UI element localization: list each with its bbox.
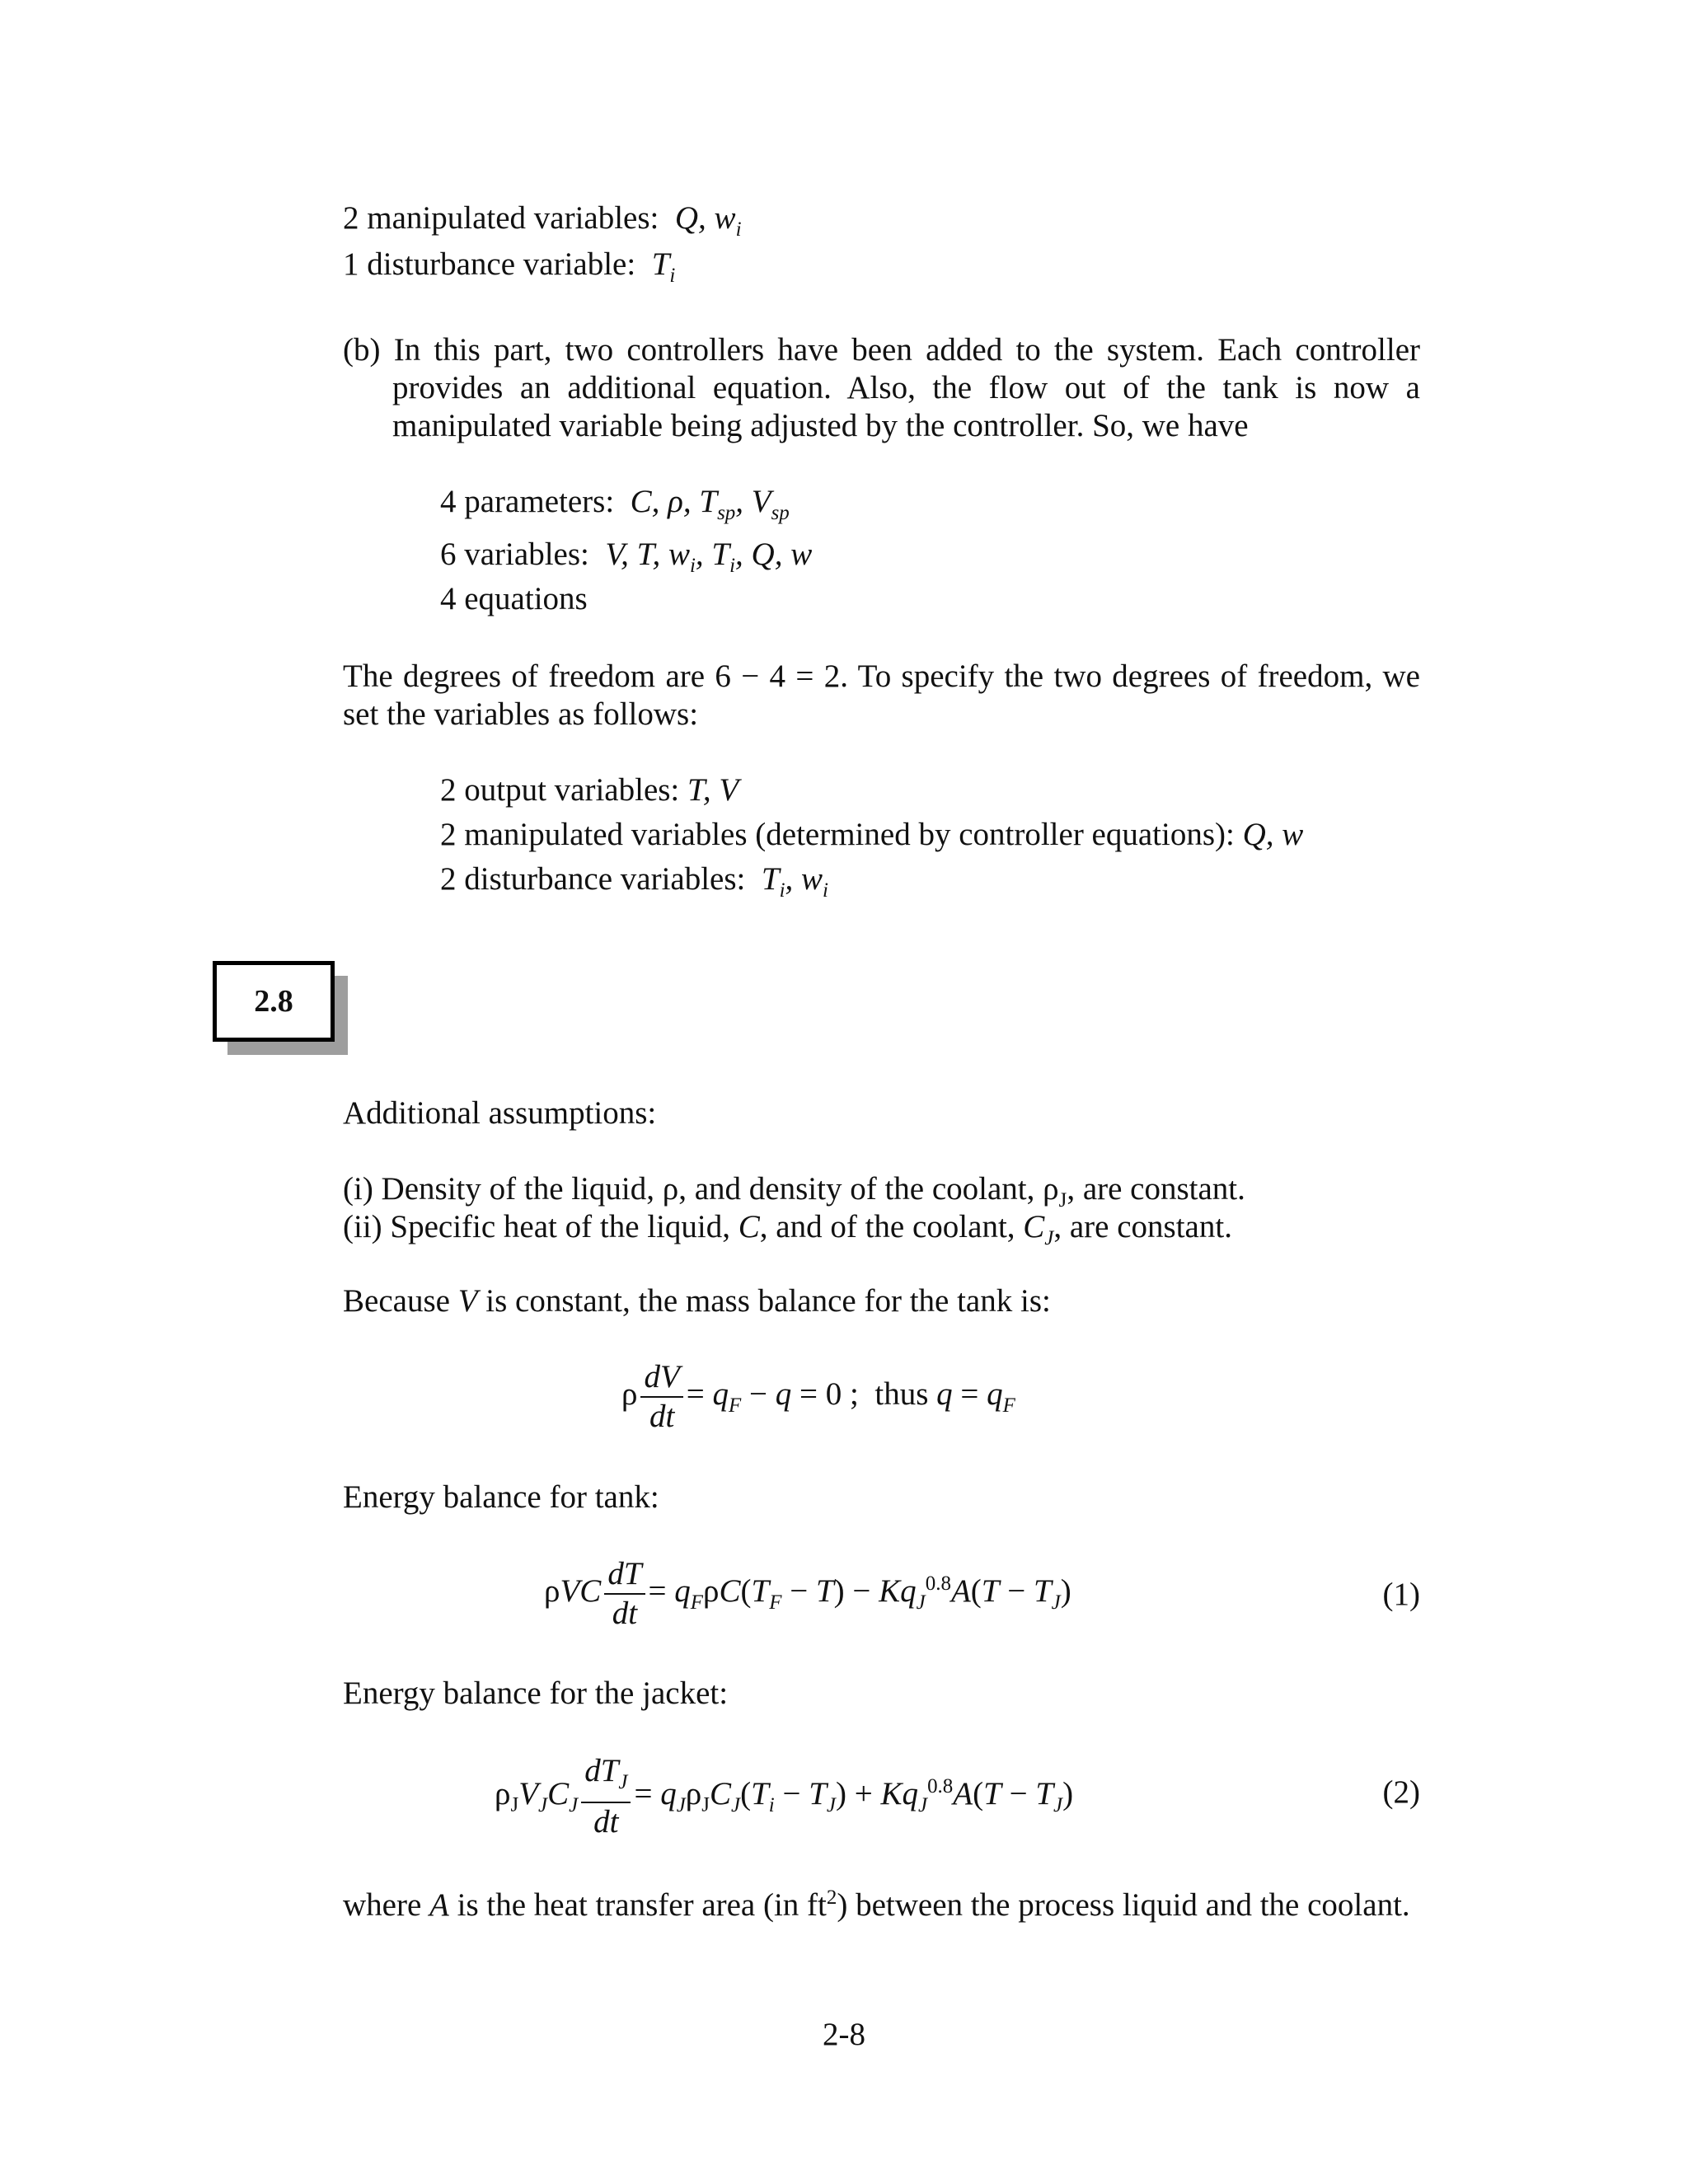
energy-tank-heading: Energy balance for tank: (343, 1479, 659, 1515)
variables-prefix: 6 variables: (440, 537, 589, 572)
dof-text-end: . To specify the two degrees of freedom, we set the variables as follows: (343, 658, 1420, 732)
equation-number-1: (1) (1382, 1577, 1420, 1612)
dof-paragraph (343, 658, 1420, 733)
disturbance-variable-line: 1 disturbance variable: $T_i$ (343, 246, 676, 287)
closing-sup: 2 (826, 1886, 837, 1909)
assumption-1: (i) Density of the liquid, ρ, and density of the coolant, $\rho_J$, are constant. (343, 1171, 1245, 1212)
parameters-line: 4 parameters: C, ρ, $T_{sp}$, $V_{sp}$ (440, 484, 790, 524)
manipulated-controller-vars: Q, w (1242, 817, 1304, 852)
dof-text-start: The degrees of freedom are (343, 658, 706, 694)
manipulated-controller-line (440, 816, 1303, 854)
disturbance-variables-line: 2 disturbance variables: $T_i$, $w_i$ (440, 861, 828, 902)
assumption-2: (ii) Specific heat of the liquid, C, and of the coolant, $C_J$, are constant. (343, 1209, 1232, 1249)
output-variables-line (440, 771, 738, 809)
output-vars: T, V (687, 772, 739, 808)
parameters-prefix: 4 parameters: (440, 484, 615, 519)
energy-jacket-equation: $\rho_JV_JC_J$ $\frac{dT_J}{dt}$ = $q_J\rho_JC_J(T_i - T_J) + Kq_J^{0.8}A(T - T_J)$ (495, 1753, 1074, 1840)
closing-a: where (343, 1887, 422, 1923)
energy-jacket-heading: Energy balance for the jacket: (343, 1675, 729, 1711)
output-prefix: 2 output variables: (440, 772, 680, 808)
mass-intro-a: Because (343, 1283, 450, 1319)
closing-c: ) between the process liquid and the coolant. (837, 1887, 1410, 1923)
part-b-paragraph: (b) In this part, two controllers have been added to the system. Each controller provides an additional equation. Also, the flow out of the tank is now a manipulated variable being adjusted by the controller. So, we have (343, 332, 1420, 443)
assumptions-heading: Additional assumptions: (343, 1095, 657, 1131)
mass-balance-equation: ρ $\frac{dV}{dt}$ = $q_F - q = 0$ ; thus $q = q_F$ (621, 1359, 1015, 1434)
closing-b: is the heat transfer area (in ft (457, 1887, 827, 1923)
energy-tank-equation: ρVC $\frac{dT}{dt}$ = $q_F\rho C(T_F - T) - Kq_J^{0.8}A(T - T_J)$ (544, 1556, 1071, 1631)
disturbance-prefix: 1 disturbance variable: (343, 246, 636, 282)
closing-var: A (429, 1887, 449, 1923)
section-badge (213, 961, 333, 1040)
mass-balance-intro (343, 1282, 1051, 1320)
mass-thus: thus (874, 1376, 929, 1412)
manipulated-prefix: 2 manipulated variables: (343, 200, 659, 236)
mass-intro-var: V (457, 1283, 478, 1319)
equation-number-2: (2) (1382, 1774, 1420, 1810)
manipulated-controller-prefix: 2 manipulated variables (determined by controller equations): (440, 817, 1235, 852)
equations-line: 4 equations (440, 581, 588, 616)
manipulated-variables-line: 2 manipulated variables: Q, $w_i$ (343, 200, 742, 241)
variables-line: 6 variables: V, T, $w_i$, $T_i$, Q, w (440, 537, 813, 577)
page-number: 2-8 (823, 2017, 865, 2052)
dof-equation: 6 − 4 = 2 (715, 658, 841, 694)
closing-paragraph (343, 1879, 1420, 1924)
mass-intro-b: is constant, the mass balance for the tank is: (485, 1283, 1051, 1319)
section-number: 2.8 (213, 961, 335, 1042)
disturbance-variables-prefix: 2 disturbance variables: (440, 861, 746, 897)
